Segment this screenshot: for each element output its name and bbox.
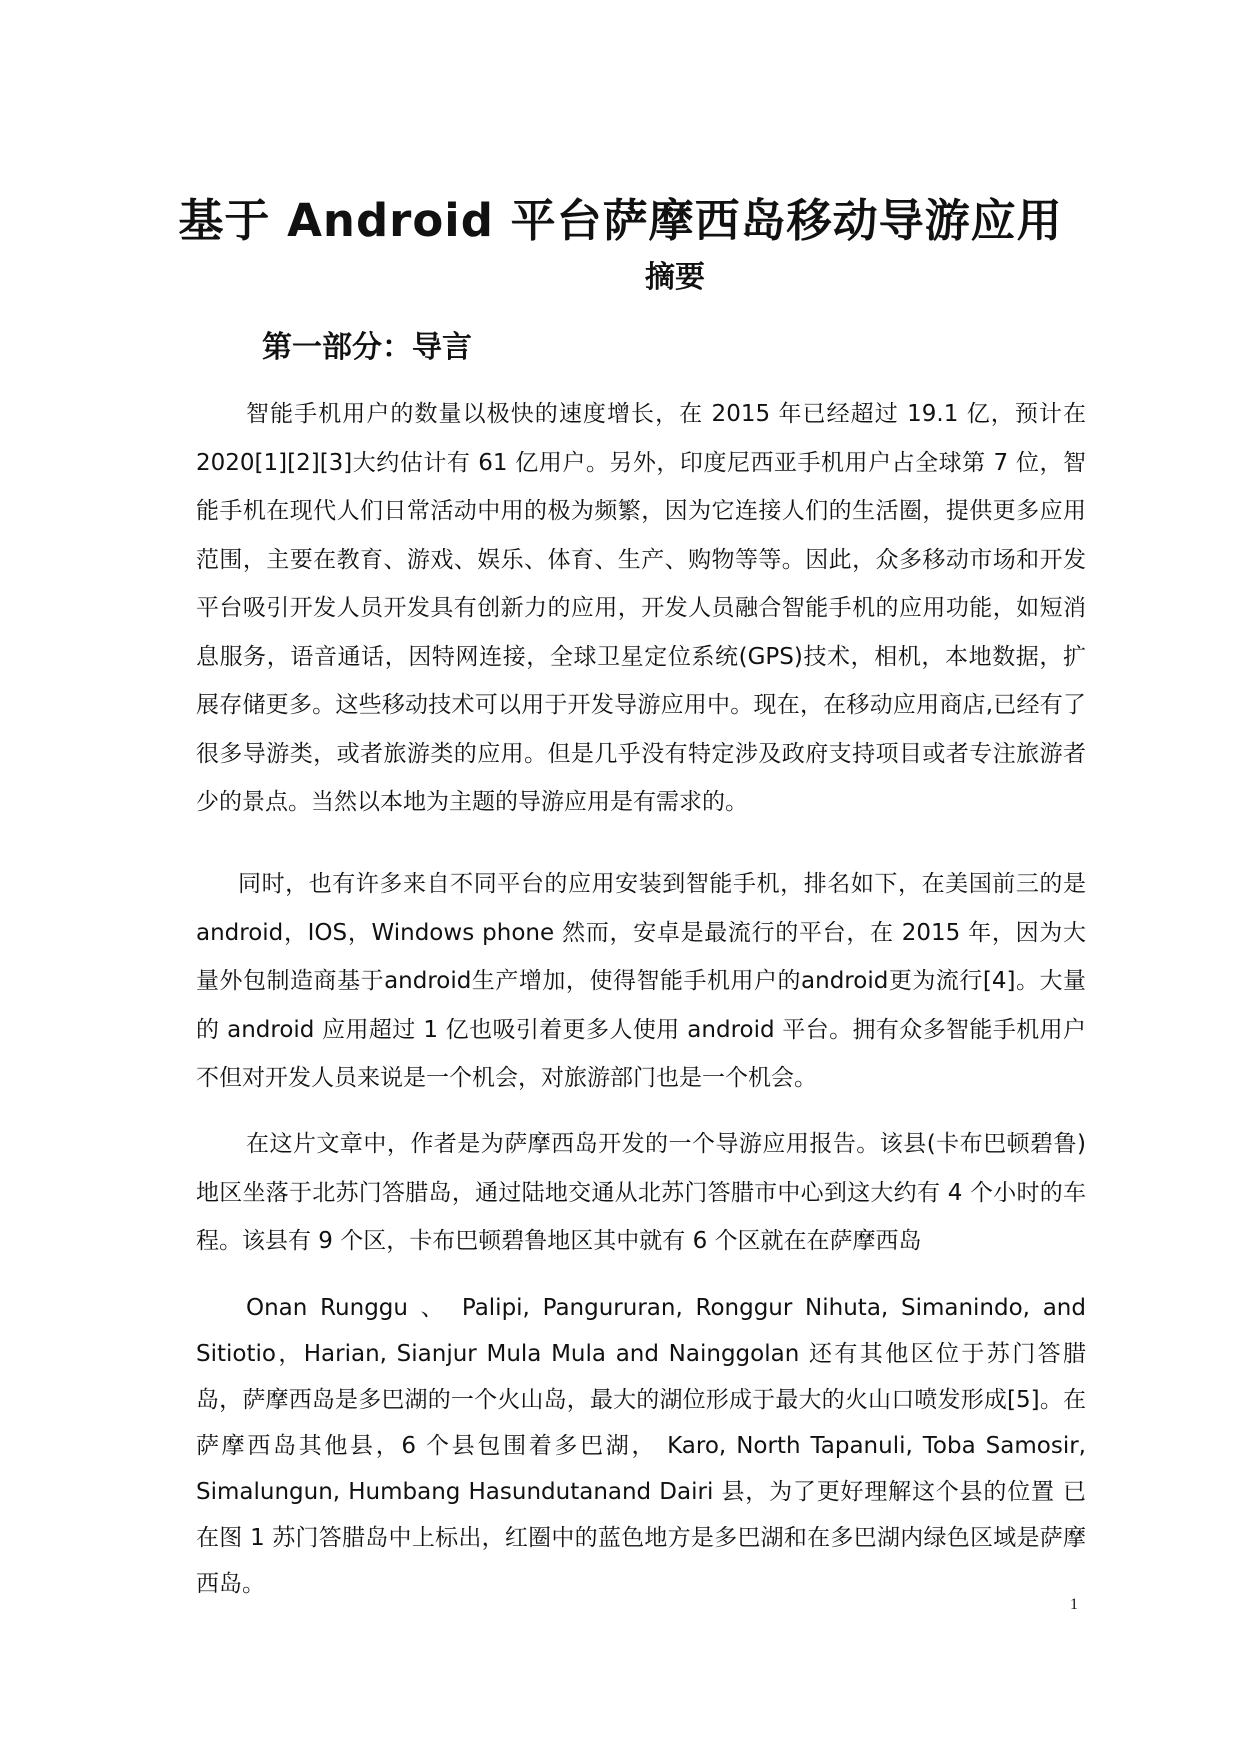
paragraph-4: Onan Runggu 、 Palipi, Pangururan, Ronggur Nihuta, Simanindo, and Sitiotio，Harian, Sianjur Mula Mula and Nainggolan 还有其他区位于苏门答腊岛，萨摩西岛是多巴湖的一个火山岛，最大的湖位形成于最大的火山口喷发形成[5]。在萨摩西岛其他县，6 个县包围着多巴湖， Karo, North Tapanuli, Toba Samosir, Simalungun, Humbang Hasundutanand Dairi 县，为了更好理解这个县的位置 已在图 1 苏门答腊岛中上标出，红圈中的蓝色地方是多巴湖和在多巴湖内绿色区域是萨摩西岛。 (196, 1295, 1086, 1597)
paragraph-2: 同时，也有许多来自不同平台的应用安装到智能手机，排名如下，在美国前三的是 android，IOS，Windows phone 然而，安卓是最流行的平台，在 2015 年，因为大量外包制造商基于android生产增加，使得智能手机用户的android更为流行[4]。大量的 android 应用超过 1 亿也吸引着更多人使用 android 平台。拥有众多智能手机用户不但对开发人员来说是一个机会，对旅游部门也是一个机会。 (196, 871, 1086, 1091)
page-number: 1 (1070, 1596, 1078, 1613)
section-heading: 第一部分：导言 (262, 330, 472, 365)
paragraph-1: 智能手机用户的数量以极快的速度增长，在 2015 年已经超过 19.1 亿，预计在 2020[1][2][3]大约估计有 61 亿用户。另外，印度尼西亚手机用户占全球第 7 位，智能手机在现代人们日常活动中用的极为频繁，因为它连接人们的生活圈，提供更多应用范围，主要在教育、游戏、娱乐、体育、生产、购物等等。因此，众多移动市场和开发平台吸引开发人员开发具有创新力的应用，开发人员融合智能手机的应用功能，如短消息服务，语音通话，因特网连接，全球卫星定位系统(GPS)技术，相机，本地数据，扩展存储更多。这些移动技术可以用于开发导游应用中。现在，在移动应用商店,已经有了很多导游类，或者旅游类的应用。但是几乎没有特定涉及政府支持项目或者专注旅游者少的景点。当然以本地为主题的导游应用是有需求的。 (196, 401, 1086, 815)
abstract-heading: 摘要 (645, 260, 705, 295)
document-title: 基于 Android 平台萨摩西岛移动导游应用 (178, 194, 1063, 247)
paragraph-3: 在这片文章中，作者是为萨摩西岛开发的一个导游应用报告。该县(卡布巴顿碧鲁)地区坐落于北苏门答腊岛，通过陆地交通从北苏门答腊市中心到这大约有 4 个小时的车程。该县有 9 个区，卡布巴顿碧鲁地区其中就有 6 个区就在在萨摩西岛 (196, 1131, 1086, 1254)
